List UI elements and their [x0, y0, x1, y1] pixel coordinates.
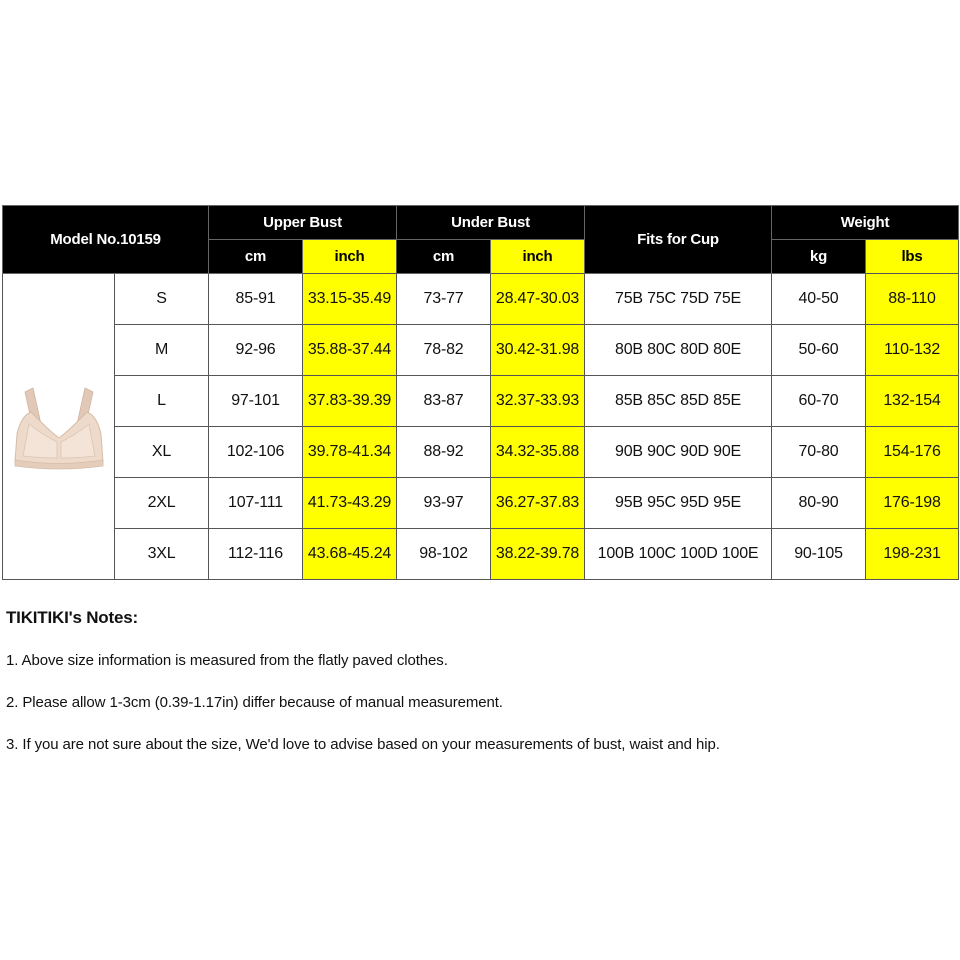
weight-kg-header: kg	[772, 240, 866, 274]
under-bust-inch-cell: 28.47-30.03	[491, 274, 585, 325]
weight-lbs-header: lbs	[866, 240, 959, 274]
under-bust-cm-header: cm	[397, 240, 491, 274]
weight-lbs-cell: 198-231	[866, 529, 959, 580]
size-cell: 2XL	[115, 478, 209, 529]
upper-bust-inch-cell: 33.15-35.49	[303, 274, 397, 325]
weight-kg-cell: 40-50	[772, 274, 866, 325]
upper-bust-cm-cell: 102-106	[209, 427, 303, 478]
note-item: 1. Above size information is measured from the flatly paved clothes.	[6, 652, 448, 669]
table-row	[3, 325, 959, 376]
table-row	[3, 274, 959, 325]
weight-kg-cell: 90-105	[772, 529, 866, 580]
under-bust-cm-cell: 73-77	[397, 274, 491, 325]
weight-lbs-cell: 132-154	[866, 376, 959, 427]
under-bust-cm-cell: 83-87	[397, 376, 491, 427]
upper-bust-inch-cell: 43.68-45.24	[303, 529, 397, 580]
upper-bust-inch-header: inch	[303, 240, 397, 274]
cup-cell: 75B 75C 75D 75E	[585, 274, 772, 325]
weight-lbs-cell: 176-198	[866, 478, 959, 529]
under-bust-inch-cell: 32.37-33.93	[491, 376, 585, 427]
weight-kg-cell: 50-60	[772, 325, 866, 376]
under-bust-inch-header: inch	[491, 240, 585, 274]
cup-cell: 100B 100C 100D 100E	[585, 529, 772, 580]
upper-bust-cm-header: cm	[209, 240, 303, 274]
table-row	[3, 376, 959, 427]
weight-kg-cell: 60-70	[772, 376, 866, 427]
weight-kg-cell: 70-80	[772, 427, 866, 478]
under-bust-cm-cell: 88-92	[397, 427, 491, 478]
cup-cell: 95B 95C 95D 95E	[585, 478, 772, 529]
fits-for-cup-header: Fits for Cup	[585, 206, 772, 274]
weight-lbs-cell: 154-176	[866, 427, 959, 478]
under-bust-inch-cell: 34.32-35.88	[491, 427, 585, 478]
upper-bust-inch-cell: 37.83-39.39	[303, 376, 397, 427]
under-bust-inch-cell: 30.42-31.98	[491, 325, 585, 376]
under-bust-cm-cell: 78-82	[397, 325, 491, 376]
size-cell: M	[115, 325, 209, 376]
table-row	[3, 478, 959, 529]
note-item: 2. Please allow 1-3cm (0.39-1.17in) differ because of manual measurement.	[6, 694, 503, 711]
under-bust-header: Under Bust	[397, 206, 585, 240]
weight-lbs-cell: 88-110	[866, 274, 959, 325]
size-chart-table	[2, 205, 959, 580]
size-cell: 3XL	[115, 529, 209, 580]
under-bust-cm-cell: 93-97	[397, 478, 491, 529]
product-image	[3, 274, 115, 580]
notes-title: TIKITIKI's Notes:	[6, 608, 138, 627]
cup-cell: 90B 90C 90D 90E	[585, 427, 772, 478]
size-cell: L	[115, 376, 209, 427]
under-bust-inch-cell: 38.22-39.78	[491, 529, 585, 580]
upper-bust-cm-cell: 107-111	[209, 478, 303, 529]
under-bust-cm-cell: 98-102	[397, 529, 491, 580]
cup-cell: 85B 85C 85D 85E	[585, 376, 772, 427]
upper-bust-header: Upper Bust	[209, 206, 397, 240]
cup-cell: 80B 80C 80D 80E	[585, 325, 772, 376]
model-number-header: Model No.10159	[3, 206, 209, 274]
size-cell: S	[115, 274, 209, 325]
upper-bust-cm-cell: 85-91	[209, 274, 303, 325]
upper-bust-inch-cell: 41.73-43.29	[303, 478, 397, 529]
upper-bust-cm-cell: 97-101	[209, 376, 303, 427]
notes-section	[6, 608, 946, 778]
upper-bust-inch-cell: 39.78-41.34	[303, 427, 397, 478]
weight-lbs-cell: 110-132	[866, 325, 959, 376]
table-row	[3, 529, 959, 580]
size-cell: XL	[115, 427, 209, 478]
note-item: 3. If you are not sure about the size, We'd love to advise based on your measurements of bust, waist and hip.	[6, 736, 720, 753]
under-bust-inch-cell: 36.27-37.83	[491, 478, 585, 529]
weight-kg-cell: 80-90	[772, 478, 866, 529]
upper-bust-cm-cell: 112-116	[209, 529, 303, 580]
table-row	[3, 427, 959, 478]
header-row-groups	[3, 206, 959, 240]
bra-icon	[11, 372, 107, 482]
weight-header: Weight	[772, 206, 959, 240]
upper-bust-inch-cell: 35.88-37.44	[303, 325, 397, 376]
upper-bust-cm-cell: 92-96	[209, 325, 303, 376]
